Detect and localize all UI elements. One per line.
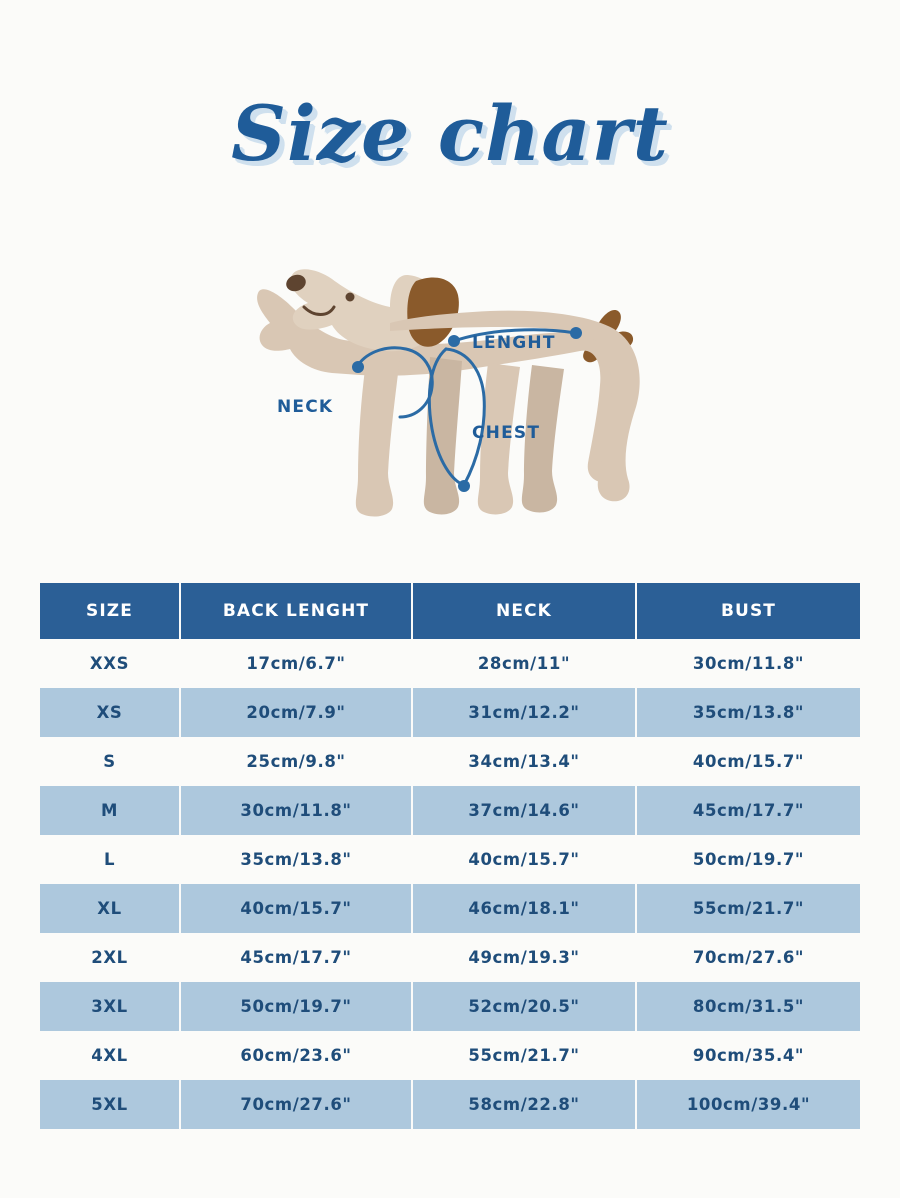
cell-size: 2XL — [40, 933, 180, 982]
cell-back-length: 50cm/19.7" — [180, 982, 412, 1031]
cell-neck: 28cm/11" — [412, 639, 636, 688]
page-title: Size chart — [231, 89, 669, 178]
cell-neck: 52cm/20.5" — [412, 982, 636, 1031]
cell-neck: 34cm/13.4" — [412, 737, 636, 786]
cell-back-length: 35cm/13.8" — [180, 835, 412, 884]
cell-size: XXS — [40, 639, 180, 688]
cell-bust: 35cm/13.8" — [636, 688, 860, 737]
column-header-back-length: BACK LENGHT — [180, 583, 412, 639]
cell-bust: 55cm/21.7" — [636, 884, 860, 933]
cell-neck: 49cm/19.3" — [412, 933, 636, 982]
cell-size: XS — [40, 688, 180, 737]
cell-neck: 55cm/21.7" — [412, 1031, 636, 1080]
table-row — [40, 835, 860, 884]
cell-size: 3XL — [40, 982, 180, 1031]
cell-size: 5XL — [40, 1080, 180, 1129]
table-header-row — [40, 583, 860, 639]
cell-back-length: 17cm/6.7" — [180, 639, 412, 688]
cell-back-length: 20cm/7.9" — [180, 688, 412, 737]
dog-measurement-illustration — [240, 245, 660, 555]
label-length: LENGHT — [472, 333, 556, 353]
cell-size: 4XL — [40, 1031, 180, 1080]
page-title-container — [0, 88, 900, 180]
cell-bust: 40cm/15.7" — [636, 737, 860, 786]
column-header-size: SIZE — [40, 583, 180, 639]
cell-back-length: 30cm/11.8" — [180, 786, 412, 835]
table-row — [40, 1031, 860, 1080]
table-row — [40, 786, 860, 835]
cell-neck: 40cm/15.7" — [412, 835, 636, 884]
cell-size: L — [40, 835, 180, 884]
column-header-bust: BUST — [636, 583, 860, 639]
dog-silhouette — [284, 269, 640, 516]
cell-back-length: 70cm/27.6" — [180, 1080, 412, 1129]
size-table — [40, 583, 860, 1129]
label-chest: CHEST — [472, 423, 541, 443]
cell-neck: 31cm/12.2" — [412, 688, 636, 737]
table-row — [40, 982, 860, 1031]
cell-size: M — [40, 786, 180, 835]
cell-back-length: 45cm/17.7" — [180, 933, 412, 982]
table-row — [40, 1080, 860, 1129]
cell-bust: 90cm/35.4" — [636, 1031, 860, 1080]
cell-bust: 80cm/31.5" — [636, 982, 860, 1031]
label-neck: NECK — [277, 397, 334, 417]
cell-bust: 45cm/17.7" — [636, 786, 860, 835]
cell-back-length: 40cm/15.7" — [180, 884, 412, 933]
table-row — [40, 688, 860, 737]
table-row — [40, 639, 860, 688]
cell-neck: 37cm/14.6" — [412, 786, 636, 835]
cell-bust: 100cm/39.4" — [636, 1080, 860, 1129]
table-body — [40, 639, 860, 1129]
table-row — [40, 933, 860, 982]
cell-size: XL — [40, 884, 180, 933]
cell-size: S — [40, 737, 180, 786]
cell-bust: 50cm/19.7" — [636, 835, 860, 884]
cell-bust: 70cm/27.6" — [636, 933, 860, 982]
cell-bust: 30cm/11.8" — [636, 639, 860, 688]
cell-back-length: 60cm/23.6" — [180, 1031, 412, 1080]
table-header — [40, 583, 860, 639]
table-row — [40, 737, 860, 786]
table-row — [40, 884, 860, 933]
cell-neck: 46cm/18.1" — [412, 884, 636, 933]
column-header-neck: NECK — [412, 583, 636, 639]
cell-neck: 58cm/22.8" — [412, 1080, 636, 1129]
cell-back-length: 25cm/9.8" — [180, 737, 412, 786]
size-table-container — [40, 583, 860, 1129]
